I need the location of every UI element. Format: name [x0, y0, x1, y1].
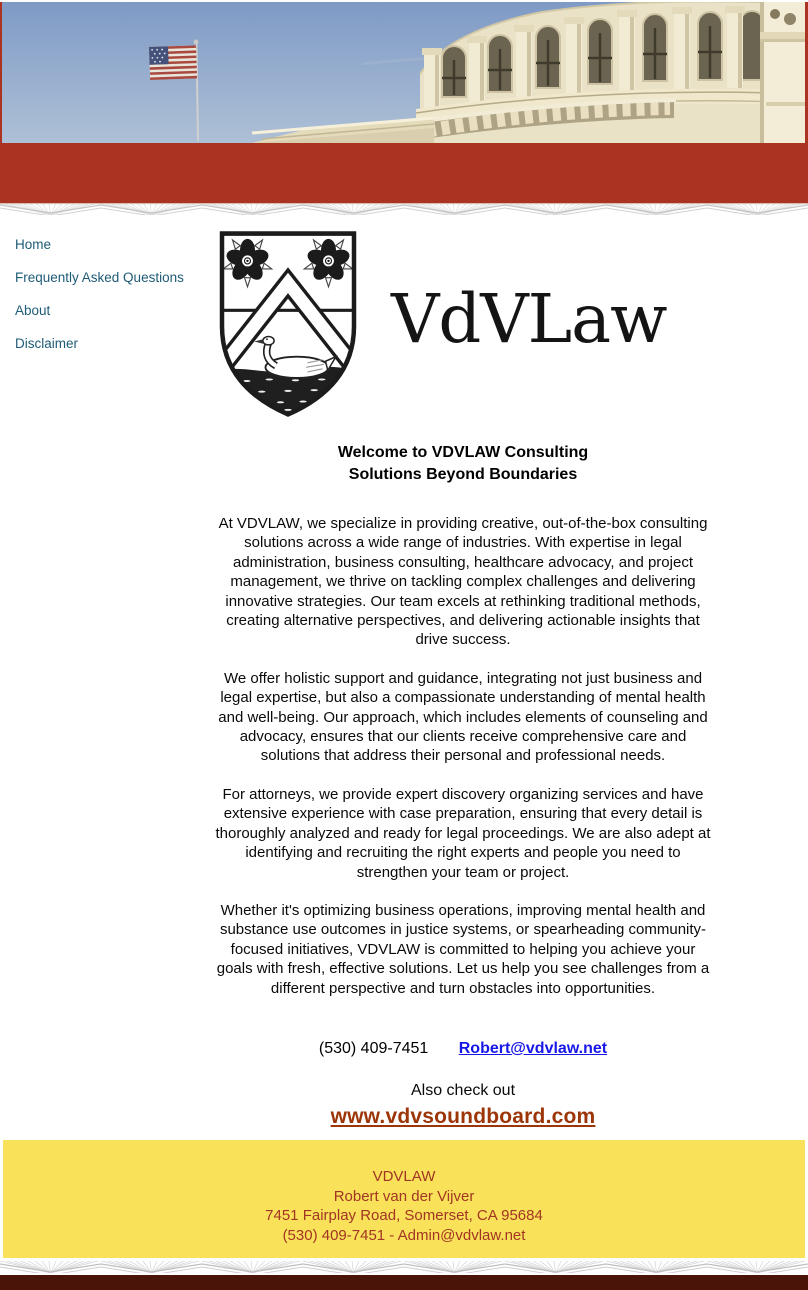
footer-address: 7451 Fairplay Road, Somerset, CA 95684: [265, 1207, 543, 1224]
contact-row: [213, 1040, 713, 1058]
bottom-bar: [0, 1275, 808, 1290]
footer-phone-email: (530) 409-7451 - Admin@vdvlaw.net: [282, 1226, 526, 1244]
heading-line2: Solutions Beyond Boundaries: [348, 466, 578, 483]
attorneys-paragraph: For attorneys, we provide expert discovery organizing services and have extensive experience with case preparation, ensuring that every detail is thoroughly analyzed and ready for legal proceedings. We are also adept at identifying and recruiting the right experts and people you need to strengthen your team or project.: [215, 785, 711, 881]
heading-line1: Welcome to VDVLAW Consulting: [337, 444, 589, 461]
nav-link-about[interactable]: About: [15, 303, 51, 318]
sidebar-nav: [15, 237, 210, 369]
decorative-border-top: [0, 203, 808, 215]
also-check-out-text: Also check out: [410, 1081, 516, 1099]
email-link[interactable]: Robert@vdvlaw.net: [458, 1039, 608, 1057]
main-content: [213, 215, 713, 1129]
holistic-paragraph: We offer holistic support and guidance, integrating not just business and legal expertise, but also a compassionate understanding of mental health and well-being. Our approach, which includes elements of counseling and advocacy, ensures that our clients receive comprehensive care and solutions that address their personal and professional needs.: [218, 669, 708, 765]
page-title: [213, 442, 713, 486]
closing-paragraph: Whether it's optimizing business operations, improving mental health and substance use outcomes in justice systems, or spearheading community-focused initiatives, VDVLAW is committed to helping you achieve your goals with fresh, effective solutions. Let us help you see challenges from a different perspective and turn obstacles into opportunities.: [216, 901, 710, 997]
logo-wordmark: VdVLaw: [391, 279, 667, 358]
footer-company-name: VDVLAW: [372, 1168, 436, 1185]
footer-person-name: Robert van der Vijver: [333, 1187, 475, 1205]
footer-info-box: [3, 1140, 805, 1258]
intro-paragraph: At VDVLAW, we specialize in providing creative, out-of-the-box consulting solutions across a wide range of industries. With expertise in legal administration, business consulting, healthcare advocacy, and project management, we thrive on tackling complex challenges and delivering innovative strategies. Our team excels at rethinking traditional methods, creating alternative perspectives, and delivering actionable insights that drive success.: [218, 515, 708, 649]
crest-shield-icon: [213, 229, 363, 419]
decorative-border-bottom: [0, 1261, 808, 1273]
header-red-band: [0, 143, 808, 203]
logo: [213, 228, 713, 420]
soundboard-link[interactable]: www.vdvsoundboard.com: [330, 1104, 596, 1128]
header: [0, 2, 808, 203]
phone-number: (530) 409-7451: [318, 1039, 429, 1057]
nav-link-home[interactable]: Home: [15, 237, 52, 252]
nav-link-disclaimer[interactable]: Disclaimer: [15, 336, 79, 351]
capitol-photo-icon: [2, 2, 805, 143]
capitol-header-image: [2, 2, 805, 143]
nav-link-faq[interactable]: Frequently Asked Questions: [15, 270, 184, 285]
